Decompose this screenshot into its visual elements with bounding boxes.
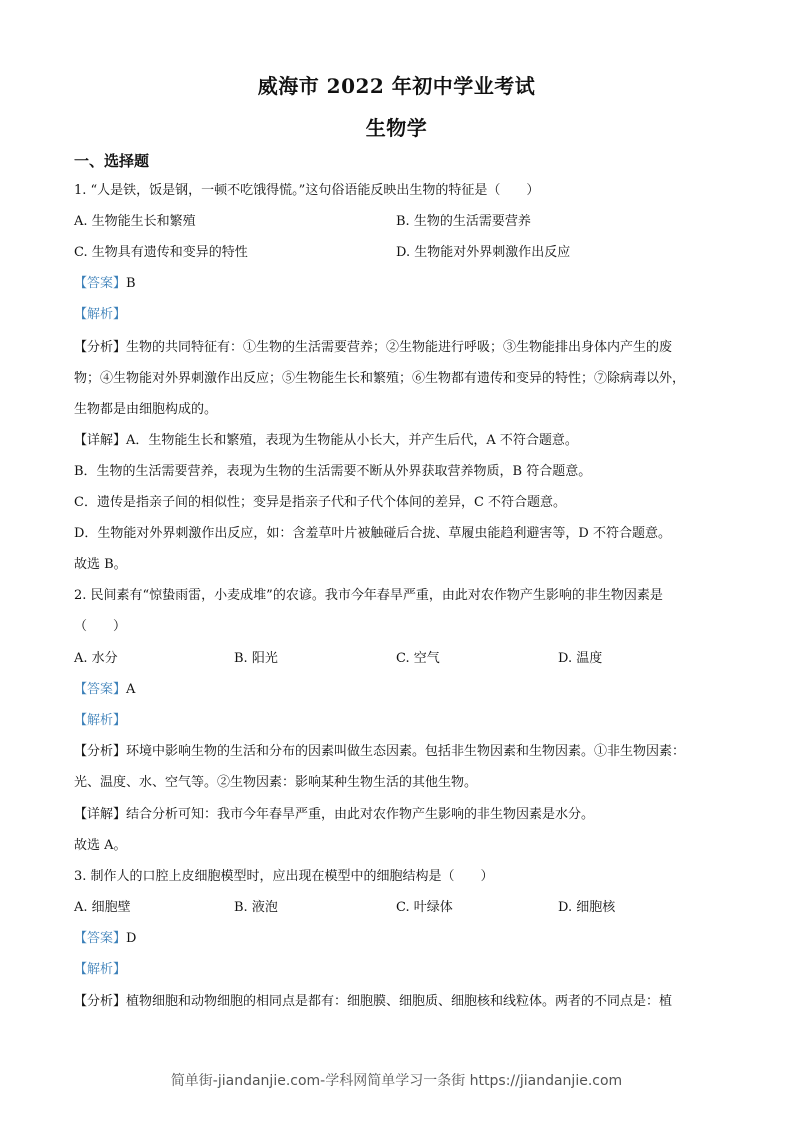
q3-option-d: D. 细胞核: [558, 900, 616, 915]
q2-answer: [74, 681, 135, 699]
q1-option-a: A. 生物能生长和繁殖: [74, 214, 196, 229]
question-3-stem: 3. 制作人的口腔上皮细胞模型时，应出现在模型中的细胞结构是（ ）: [74, 869, 494, 884]
q3-option-b: B. 液泡: [234, 900, 278, 915]
analysis-text: 植物细胞和动物细胞的相同点是都有：细胞膜、细胞质、细胞核和线粒体。两者的不同点是：植: [126, 994, 673, 1009]
q2-analysis-line-2: 光、温度、水、空气等。②生物因素：影响某种生物生活的其他生物。: [74, 775, 478, 790]
detail-text: A．生物能生长和繁殖，表现为生物能从小长大，并产生后代，A 不符合题意。: [126, 433, 578, 448]
document-title: 威海市 2022 年初中学业考试: [257, 74, 536, 98]
detail-text: 结合分析可知：我市今年春旱严重，由此对农作物产生影响的非生物因素是水分。: [126, 807, 595, 822]
q1-detail-line-2: B．生物的生活需要营养，表现为生物的生活需要不断从外界获取营养物质，B 符合题意。: [74, 464, 592, 479]
q2-conclusion: 故选 A。: [74, 838, 127, 853]
q1-detail-line-1: [74, 432, 578, 450]
q2-analysis-label: 【解析】: [74, 713, 127, 728]
q2-option-c: C. 空气: [396, 651, 440, 666]
answer-value: B: [126, 276, 136, 291]
answer-label: 【答案】: [74, 931, 127, 946]
q1-detail-line-4: D．生物能对外界刺激作出反应，如：含羞草叶片被触碰后合拢、草履虫能趋利避害等，D 不符合题意。: [74, 526, 671, 541]
q1-analysis-line-1: [74, 339, 672, 357]
answer-label: 【答案】: [74, 276, 127, 291]
question-1-stem: 1. “人是铁，饭是钢，一顿不吃饿得慌。”这句俗语能反映出生物的特征是（ ）: [74, 183, 540, 198]
q2-analysis-line-1: [74, 743, 685, 761]
page-footer-watermark: 简单街-jiandanjie.com-学科网简单学习一条街 https://jiandanjie.com: [170, 1073, 623, 1089]
q2-option-d: D. 温度: [558, 651, 603, 666]
q1-conclusion: 故选 B。: [74, 557, 127, 572]
q3-option-c: C. 叶绿体: [396, 900, 453, 915]
answer-value: A: [126, 682, 136, 697]
q1-option-d: D. 生物能对外界刺激作出反应: [396, 245, 571, 260]
xiangjie-label: 【详解】: [74, 433, 127, 448]
q3-analysis-line-1: [74, 993, 672, 1011]
q1-analysis-line-2: 物；④生物能对外界刺激作出反应；⑤生物能生长和繁殖；⑥生物都有遗传和变异的特性；⑦除病毒以外，: [74, 371, 686, 386]
q2-detail-line-1: [74, 806, 594, 824]
analysis-text: 环境中影响生物的生活和分布的因素叫做生态因素。包括非生物因素和生物因素。①非生物因素：: [126, 744, 686, 759]
section-heading: 一、选择题: [74, 152, 150, 170]
xiangjie-label: 【详解】: [74, 807, 127, 822]
q3-analysis-label: 【解析】: [74, 962, 127, 977]
fenxi-label: 【分析】: [74, 994, 127, 1009]
q1-option-b: B. 生物的生活需要营养: [396, 214, 531, 229]
q1-analysis-label: 【解析】: [74, 307, 127, 322]
fenxi-label: 【分析】: [74, 340, 127, 355]
q1-detail-line-3: C．遗传是指亲子间的相似性；变异是指亲子代和子代个体间的差异，C 不符合题意。: [74, 495, 567, 510]
q1-answer: [74, 275, 136, 293]
answer-value: D: [126, 931, 137, 946]
q1-option-c: C. 生物具有遗传和变异的特性: [74, 245, 248, 260]
fenxi-label: 【分析】: [74, 744, 127, 759]
q3-answer: [74, 930, 136, 948]
q2-option-a: A. 水分: [74, 651, 118, 666]
q2-option-b: B. 阳光: [234, 651, 278, 666]
analysis-text: 生物的共同特征有：①生物的生活需要营养；②生物能进行呼吸；③生物能排出身体内产生的废: [126, 340, 673, 355]
question-2-stem: 2. 民间素有“惊蛰雨雷，小麦成堆”的农谚。我市今年春旱严重，由此对农作物产生影响的非生物因素是: [74, 588, 663, 603]
answer-label: 【答案】: [74, 682, 127, 697]
question-2-stem-cont: （ ）: [74, 619, 127, 634]
q1-analysis-line-3: 生物都是由细胞构成的。: [74, 402, 218, 417]
document-subtitle: 生物学: [365, 116, 428, 140]
q3-option-a: A. 细胞壁: [74, 900, 131, 915]
